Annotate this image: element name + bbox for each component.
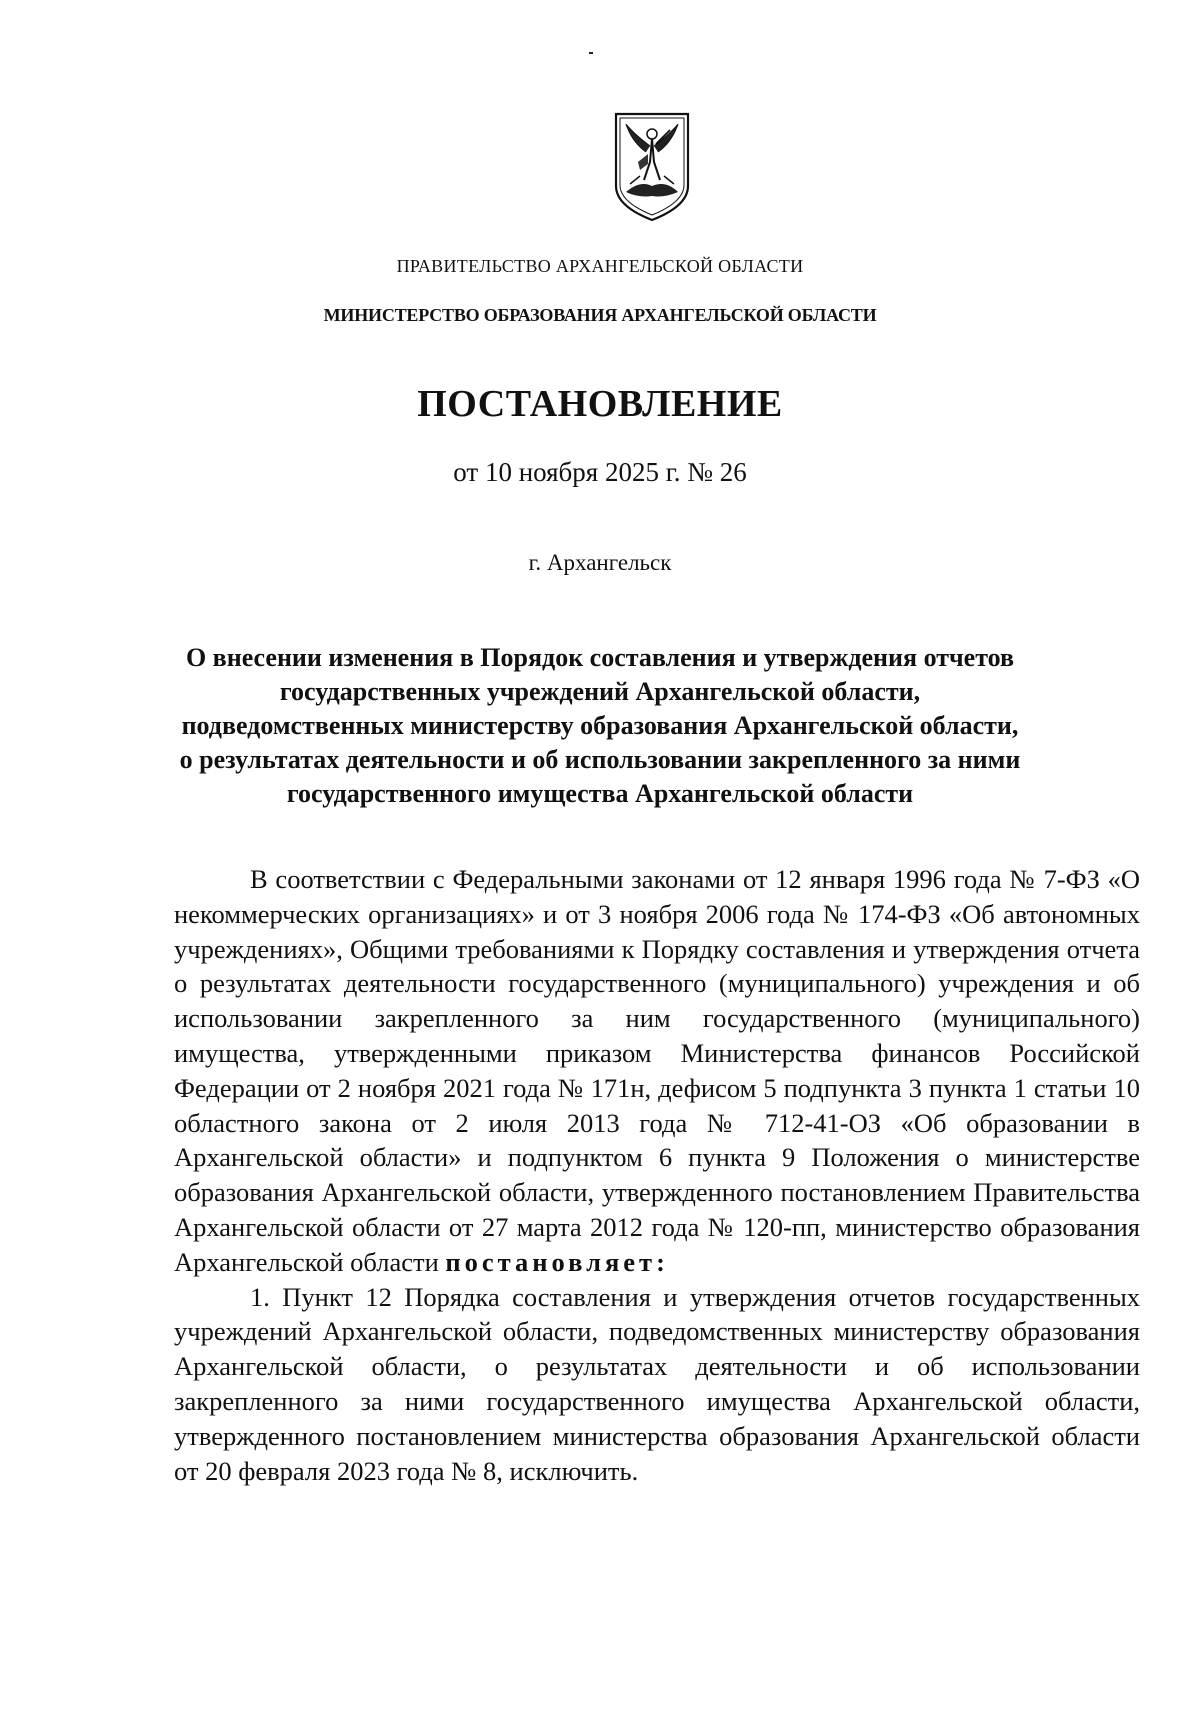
subject-line: государственного имущества Архангельской области (286, 779, 914, 808)
preamble-text: В соответствии с Федеральными законами от 12 января 1996 года № 7-ФЗ «О некоммерческих организациях» и от 3 ноября 2006 года № 174-ФЗ «Об автономных учреждениях», Общими требованиями к Порядку составления и утверждения отчета о результатах деятельности государственного (муниципального) учреждения и об использовании закрепленного за ним государственного (муниципального) имущества, утвержденными приказом Министерства финансов Российской Федерации от 2 ноября 2021 года № 171н, дефисом 5 подпункта 3 пункта 1 статьи 10 областного закона от 2 июля 2013 года № 712-41-ОЗ «Об образовании в Архангельской области» и подпунктом 6 пункта 9 Положения о министерстве образования Архангельской области, утвержденного постановлением Правительства Архангельской области от 27 марта 2012 года № 120-пп, министерство образования Архангельской области (174, 864, 1140, 1277)
subject-line: государственных учреждений Архангельской области, (279, 677, 921, 706)
decree-word: постановляет: (445, 1246, 669, 1277)
document-type-title: ПОСТАНОВЛЕНИЕ (417, 383, 783, 425)
coat-of-arms-icon (610, 110, 694, 224)
ministry-name: МИНИСТЕРСТВО ОБРАЗОВАНИЯ АРХАНГЕЛЬСКОЙ ОБЛАСТИ (323, 305, 877, 325)
item-1-paragraph: 1. Пункт 12 Порядка составления и утверждения отчетов государственных учреждений Архангельской области, подведомственных министерству образования Архангельской области, о результатах деятельности и об использовании закрепленного за ними государственного имущества Архангельской области, утвержденного постановлением министерства образования Архангельской области от 20 февраля 2023 года № 8, исключить. (174, 1281, 1140, 1486)
document-body (174, 862, 1140, 1488)
subject-line: подведомственных министерству образования Архангельской области, (181, 711, 1019, 740)
subject-line: О внесении изменения в Порядок составления и утверждения отчетов (185, 643, 1015, 672)
document-city: г. Архангельск (528, 550, 672, 575)
preamble-paragraph (174, 862, 1140, 1280)
document-date-number: от 10 ноября 2025 г. № 26 (453, 457, 747, 487)
scan-mark (589, 52, 593, 54)
document-subject (150, 641, 1050, 811)
government-name: ПРАВИТЕЛЬСТВО АРХАНГЕЛЬСКОЙ ОБЛАСТИ (396, 256, 804, 276)
subject-line: о результатах деятельности и об использовании закрепленного за ними (179, 745, 1021, 774)
